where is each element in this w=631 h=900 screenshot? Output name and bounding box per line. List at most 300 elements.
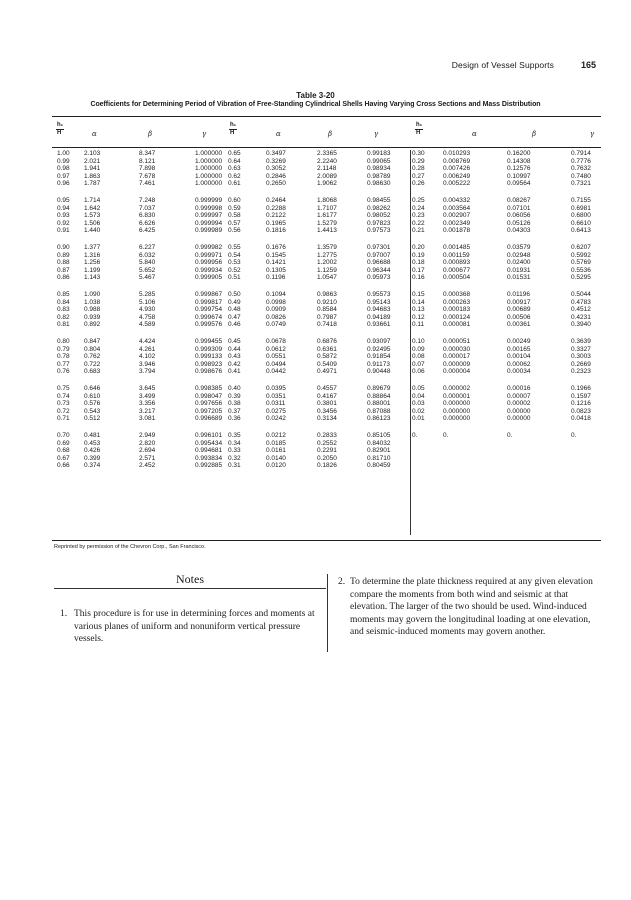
- cell-h-ratio: 0.38: [228, 400, 241, 407]
- cell-alpha: 0.000893: [443, 259, 471, 266]
- cell-h-ratio: 0.07: [412, 360, 425, 368]
- cell-beta: 6.032: [139, 251, 156, 259]
- cell-beta: 0.5872: [317, 353, 337, 360]
- cell-alpha: 0.399: [84, 454, 101, 462]
- cell-alpha: 0.762: [84, 353, 101, 360]
- cell-beta: 0.00062: [507, 360, 531, 368]
- cell-gamma: 0.94683: [367, 306, 391, 313]
- cell-h-ratio: 0.74: [57, 392, 70, 400]
- cell-alpha: 1.377: [84, 244, 101, 251]
- cell-beta: 0.9210: [317, 298, 337, 306]
- cell-alpha: 0.0826: [266, 313, 286, 321]
- cell-beta: 1.1259: [317, 266, 337, 274]
- cell-alpha: 0.000001: [443, 392, 471, 400]
- cell-h-ratio: 0.57: [228, 219, 241, 227]
- cell-h-ratio: 0.16: [412, 274, 425, 281]
- cell-h-ratio: 0.50: [228, 291, 241, 298]
- col-header-gamma-2: γ: [374, 130, 379, 138]
- cell-alpha: 0.374: [84, 462, 101, 469]
- cell-gamma: 0.6800: [571, 212, 591, 219]
- cell-gamma: 0.81710: [367, 454, 391, 462]
- cell-h-ratio: 0.23: [412, 212, 425, 219]
- cell-beta: 0.00506: [507, 313, 531, 321]
- cell-beta: 7.678: [139, 172, 156, 180]
- cell-beta: 5.467: [139, 274, 156, 281]
- cell-alpha: 0.1305: [266, 266, 286, 274]
- cell-gamma: 0.1966: [571, 385, 591, 392]
- table-row: [57, 432, 601, 440]
- cell-gamma: 0.999576: [195, 321, 223, 328]
- cell-beta: 2.694: [139, 447, 156, 454]
- cell-gamma: 0.997656: [195, 400, 223, 407]
- cell-h-ratio: 0.93: [57, 212, 70, 219]
- table-row: [57, 338, 601, 346]
- table-header-rule: [52, 147, 601, 148]
- cell-alpha: 1.090: [84, 291, 101, 298]
- cell-beta: 1.8068: [317, 197, 337, 204]
- table-row: [57, 180, 601, 188]
- cell-alpha: 0.0161: [266, 447, 286, 454]
- cell-alpha: 0.0351: [266, 392, 286, 400]
- cell-beta: 2.820: [139, 439, 156, 447]
- cell-h-ratio: 0.17: [412, 266, 425, 274]
- cell-beta: 0.03579: [507, 244, 531, 251]
- cell-gamma: 0.7914: [571, 150, 591, 157]
- cell-beta: 0.4167: [317, 392, 337, 400]
- cell-gamma: 0.93661: [367, 321, 391, 328]
- cell-h-ratio: 0.15: [412, 291, 425, 298]
- cell-alpha: 0.000504: [443, 274, 471, 281]
- cell-beta: 0.8584: [317, 306, 337, 313]
- cell-alpha: 0.988: [84, 306, 101, 313]
- cell-h-ratio: 0.63: [228, 165, 241, 172]
- table-row: [57, 400, 601, 408]
- cell-h-ratio: 0.30: [412, 150, 425, 157]
- cell-beta: 0.3801: [317, 400, 337, 407]
- cell-beta: 0.07101: [507, 204, 531, 212]
- cell-gamma: 1.000000: [195, 157, 223, 165]
- table-row: [57, 220, 601, 228]
- cell-beta: 0.00917: [507, 298, 531, 306]
- col-header-h-ratio-3: $\frac{\text{h₁}}{H}$: [416, 122, 423, 136]
- cell-h-ratio: 0.11: [412, 321, 425, 328]
- cell-alpha: 0.0275: [266, 407, 286, 415]
- cell-gamma: 0.999997: [195, 212, 223, 219]
- cell-gamma: 0.98789: [367, 172, 391, 180]
- cell-h-ratio: 0.09: [412, 345, 425, 353]
- cell-gamma: 0.96688: [367, 259, 391, 266]
- running-title: Design of Vessel Supports: [451, 60, 554, 70]
- cell-h-ratio: 0.49: [228, 298, 241, 306]
- cell-alpha: 1.256: [84, 259, 101, 266]
- cell-h-ratio: 0.19: [412, 251, 425, 259]
- cell-gamma: 0.3327: [571, 345, 591, 353]
- cell-gamma: 0.4231: [571, 313, 591, 321]
- cell-gamma: 0.6207: [571, 244, 591, 251]
- col-header-gamma-1: γ: [202, 130, 207, 138]
- note-item-2: 2. To determine the plate thickness required at any given elevation compare the moments from both wind and seismic at that elevation. The larger of the two should be used. Wind-induced moments may govern the longitudinal loading at one elevation, and seismic-induced moments may govern another.: [338, 577, 593, 637]
- cell-alpha: 0.1965: [266, 219, 286, 227]
- cell-beta: 7.037: [139, 204, 156, 212]
- cell-h-ratio: 0.67: [57, 454, 70, 462]
- table-row: [57, 306, 601, 314]
- cell-beta: 5.652: [139, 266, 156, 274]
- cell-gamma: 0.995434: [195, 439, 223, 447]
- cell-alpha: 0.1094: [266, 291, 286, 298]
- cell-beta: 0.2552: [317, 439, 337, 447]
- cell-alpha: 0.0212: [266, 432, 286, 439]
- cell-alpha: 0.0494: [266, 360, 286, 368]
- cell-beta: 6.425: [139, 227, 156, 234]
- cell-alpha: 1.506: [84, 219, 101, 227]
- cell-alpha: 0.0140: [266, 454, 286, 462]
- cell-gamma: 0.85105: [367, 432, 391, 439]
- cell-gamma: 0.998047: [195, 392, 223, 400]
- cell-beta: 2.949: [139, 432, 156, 439]
- cell-gamma: 0.90448: [367, 368, 391, 375]
- cell-gamma: 0.999905: [195, 274, 223, 281]
- cell-h-ratio: 0.85: [57, 291, 70, 298]
- cell-gamma: 0.1597: [571, 392, 591, 400]
- cell-gamma: 0.2323: [571, 368, 591, 375]
- cell-h-ratio: 0.91: [57, 227, 70, 234]
- table-row: [57, 173, 601, 181]
- cell-alpha: 0.804: [84, 345, 101, 353]
- cell-h-ratio: 0.54: [228, 251, 241, 259]
- cell-alpha: 0.0909: [266, 306, 286, 313]
- table-row-group: [57, 291, 601, 329]
- table-row: [57, 165, 601, 173]
- cell-gamma: 0.91854: [367, 353, 391, 360]
- table-row: [57, 462, 601, 470]
- cell-h-ratio: 0.04: [412, 392, 425, 400]
- cell-gamma: 0.994681: [195, 447, 223, 454]
- cell-beta: 8.347: [139, 150, 156, 157]
- cell-h-ratio: 0.83: [57, 306, 70, 313]
- cell-alpha: 0.000183: [443, 306, 471, 313]
- table-top-rule: [52, 116, 601, 117]
- cell-h-ratio: 0.95: [57, 197, 70, 204]
- col-header-beta-1: β: [148, 130, 153, 138]
- cell-h-ratio: 0.86: [57, 274, 70, 281]
- table-row: [57, 393, 601, 401]
- cell-alpha: 0.010293: [443, 150, 471, 157]
- cell-gamma: 0.98630: [367, 180, 391, 187]
- cell-beta: 2.3365: [317, 150, 337, 157]
- cell-alpha: 0.000677: [443, 266, 471, 274]
- cell-beta: 1.0547: [317, 274, 337, 281]
- cell-alpha: 0.000124: [443, 313, 471, 321]
- cell-beta: 7.461: [139, 180, 156, 187]
- table-row: [57, 291, 601, 299]
- coefficient-table: [57, 150, 601, 479]
- cell-h-ratio: 0.12: [412, 313, 425, 321]
- cell-h-ratio: 0.65: [228, 150, 241, 157]
- cell-gamma: 0.0418: [571, 415, 591, 422]
- cell-h-ratio: 0.37: [228, 407, 241, 415]
- cell-beta: 5.106: [139, 298, 156, 306]
- cell-beta: 1.3579: [317, 244, 337, 251]
- cell-h-ratio: 0.46: [228, 321, 241, 328]
- cell-h-ratio: 0.73: [57, 400, 70, 407]
- cell-alpha: 0.0998: [266, 298, 286, 306]
- cell-h-ratio: 0.01: [412, 415, 425, 422]
- cell-h-ratio: 0.39: [228, 392, 241, 400]
- table-row-group: [57, 385, 601, 423]
- cell-beta: 7.898: [139, 165, 156, 172]
- cell-beta: 2.571: [139, 454, 156, 462]
- cell-gamma: 0.86123: [367, 415, 391, 422]
- cell-h-ratio: 0.68: [57, 447, 70, 454]
- cell-gamma: 0.3003: [571, 353, 591, 360]
- cell-alpha: 0.000368: [443, 291, 471, 298]
- cell-gamma: 0.95143: [367, 298, 391, 306]
- cell-beta: 1.2002: [317, 259, 337, 266]
- cell-gamma: 0.999994: [195, 219, 223, 227]
- cell-beta: 0.00249: [507, 338, 531, 345]
- cell-h-ratio: 0.77: [57, 360, 70, 368]
- cell-h-ratio: 0.60: [228, 197, 241, 204]
- cell-h-ratio: 0.: [412, 432, 418, 439]
- cell-gamma: 0.999674: [195, 313, 223, 321]
- cell-h-ratio: 0.72: [57, 407, 70, 415]
- cell-beta: 0.12576: [507, 165, 531, 172]
- cell-h-ratio: 0.34: [228, 439, 241, 447]
- table-row-group: [57, 150, 601, 188]
- cell-beta: 2.1148: [317, 165, 337, 172]
- cell-gamma: 0.: [571, 432, 577, 439]
- cell-alpha: 1.787: [84, 180, 101, 187]
- cell-h-ratio: 0.10: [412, 338, 425, 345]
- cell-alpha: 0.0185: [266, 439, 286, 447]
- notes-rule: [54, 588, 326, 589]
- cell-h-ratio: 0.31: [228, 462, 241, 469]
- cell-gamma: 0.98052: [367, 212, 391, 219]
- table-row-group: [57, 432, 601, 470]
- table-row: [57, 227, 601, 235]
- notes-divider: [327, 574, 328, 652]
- cell-gamma: 0.4783: [571, 298, 591, 306]
- cell-beta: 0.06056: [507, 212, 531, 219]
- cell-h-ratio: 0.51: [228, 274, 241, 281]
- cell-gamma: 0.999989: [195, 227, 223, 234]
- cell-alpha: 0.847: [84, 338, 101, 345]
- cell-gamma: 0.7632: [571, 165, 591, 172]
- cell-beta: 0.14308: [507, 157, 531, 165]
- cell-beta: 4.424: [139, 338, 156, 345]
- notes-heading: Notes: [176, 572, 204, 586]
- cell-alpha: 0.892: [84, 321, 101, 328]
- cell-alpha: 1.642: [84, 204, 101, 212]
- cell-h-ratio: 0.47: [228, 313, 241, 321]
- col-header-beta-2: β: [328, 130, 333, 138]
- note-item-1: 1. This procedure is for use in determining forces and moments at various planes of uniform and nonuniform vertical pressure vessels.: [60, 609, 315, 644]
- cell-beta: 5.285: [139, 291, 156, 298]
- cell-beta: 0.7987: [317, 313, 337, 321]
- cell-h-ratio: 0.56: [228, 227, 241, 234]
- cell-gamma: 0.5769: [571, 259, 591, 266]
- cell-alpha: 1.714: [84, 197, 101, 204]
- cell-gamma: 0.999133: [195, 353, 223, 360]
- cell-beta: 0.5409: [317, 360, 337, 368]
- cell-beta: 0.00034: [507, 368, 531, 375]
- table-row: [57, 440, 601, 448]
- table-row: [57, 447, 601, 455]
- cell-beta: 0.3134: [317, 415, 337, 422]
- table-row: [57, 299, 601, 307]
- cell-alpha: 0.646: [84, 385, 101, 392]
- cell-beta: 0.01196: [507, 291, 531, 298]
- cell-h-ratio: 0.33: [228, 447, 241, 454]
- cell-beta: 0.6876: [317, 338, 337, 345]
- table-row: [57, 415, 601, 423]
- cell-gamma: 0.98455: [367, 197, 391, 204]
- cell-gamma: 0.93097: [367, 338, 391, 345]
- cell-alpha: 0.000263: [443, 298, 471, 306]
- cell-h-ratio: 0.27: [412, 172, 425, 180]
- cell-alpha: 0.000030: [443, 345, 471, 353]
- cell-beta: 6.227: [139, 244, 156, 251]
- cell-alpha: 0.000000: [443, 415, 471, 422]
- cell-beta: 2.0089: [317, 172, 337, 180]
- cell-gamma: 0.999455: [195, 338, 223, 345]
- cell-beta: 4.930: [139, 306, 156, 313]
- cell-h-ratio: 0.03: [412, 400, 425, 407]
- cell-gamma: 0.4512: [571, 306, 591, 313]
- cell-gamma: 0.999817: [195, 298, 223, 306]
- cell-beta: 4.261: [139, 345, 156, 353]
- cell-alpha: 0.3497: [266, 150, 286, 157]
- table-row: [57, 252, 601, 260]
- cell-h-ratio: 0.62: [228, 172, 241, 180]
- cell-gamma: 0.91173: [367, 360, 391, 368]
- cell-gamma: 0.999934: [195, 266, 223, 274]
- cell-h-ratio: 0.78: [57, 353, 70, 360]
- cell-alpha: 0.004332: [443, 197, 471, 204]
- cell-beta: 8.121: [139, 157, 156, 165]
- cell-h-ratio: 0.48: [228, 306, 241, 313]
- cell-beta: 0.4557: [317, 385, 337, 392]
- cell-h-ratio: 0.92: [57, 219, 70, 227]
- cell-beta: 3.946: [139, 360, 156, 368]
- cell-gamma: 0.993834: [195, 454, 223, 462]
- cell-alpha: 0.453: [84, 439, 101, 447]
- cell-beta: 0.04303: [507, 227, 531, 234]
- cell-beta: 0.10997: [507, 172, 531, 180]
- cell-alpha: 0.3052: [266, 165, 286, 172]
- cell-beta: 0.01931: [507, 266, 531, 274]
- cell-gamma: 0.6610: [571, 219, 591, 227]
- cell-alpha: 0.481: [84, 432, 101, 439]
- cell-beta: 0.00000: [507, 415, 531, 422]
- cell-beta: 0.7418: [317, 321, 337, 328]
- cell-alpha: 0.: [443, 432, 449, 439]
- cell-alpha: 0.1816: [266, 227, 286, 234]
- cell-beta: 3.356: [139, 400, 156, 407]
- cell-beta: 0.2833: [317, 432, 337, 439]
- cell-h-ratio: 0.28: [412, 165, 425, 172]
- cell-h-ratio: 1.00: [57, 150, 70, 157]
- cell-beta: 0.05126: [507, 219, 531, 227]
- cell-alpha: 0.1421: [266, 259, 286, 266]
- cell-h-ratio: 0.55: [228, 244, 241, 251]
- cell-beta: 0.09564: [507, 180, 531, 187]
- cell-beta: 3.217: [139, 407, 156, 415]
- cell-h-ratio: 0.36: [228, 415, 241, 422]
- table-row: [57, 321, 601, 329]
- cell-h-ratio: 0.79: [57, 345, 70, 353]
- cell-gamma: 0.84032: [367, 439, 391, 447]
- cell-alpha: 1.038: [84, 298, 101, 306]
- table-row: [57, 158, 601, 166]
- cell-h-ratio: 0.81: [57, 321, 70, 328]
- cell-beta: 6.830: [139, 212, 156, 219]
- cell-gamma: 0.998385: [195, 385, 223, 392]
- cell-beta: 4.758: [139, 313, 156, 321]
- table-row-group: [57, 197, 601, 235]
- cell-alpha: 0.0120: [266, 462, 286, 469]
- cell-h-ratio: 0.61: [228, 180, 241, 187]
- cell-gamma: 0.992885: [195, 462, 223, 469]
- cell-h-ratio: 0.89: [57, 251, 70, 259]
- cell-h-ratio: 0.18: [412, 259, 425, 266]
- cell-alpha: 0.0551: [266, 353, 286, 360]
- cell-alpha: 0.0749: [266, 321, 286, 328]
- cell-gamma: 0.999956: [195, 259, 223, 266]
- table-row-group: [57, 338, 601, 376]
- table-row-group: [57, 244, 601, 282]
- cell-beta: 0.00104: [507, 353, 531, 360]
- col-header-alpha-3: α: [472, 130, 477, 138]
- cell-h-ratio: 0.26: [412, 180, 425, 187]
- cell-beta: 1.7107: [317, 204, 337, 212]
- cell-h-ratio: 0.25: [412, 197, 425, 204]
- cell-alpha: 0.000009: [443, 360, 471, 368]
- cell-beta: 0.3456: [317, 407, 337, 415]
- cell-beta: 0.00016: [507, 385, 531, 392]
- table-number: Table 3-20: [296, 91, 335, 100]
- cell-alpha: 0.0612: [266, 345, 286, 353]
- cell-alpha: 0.722: [84, 360, 101, 368]
- cell-h-ratio: 0.87: [57, 266, 70, 274]
- cell-beta: 0.2291: [317, 447, 337, 454]
- cell-gamma: 0.97573: [367, 227, 391, 234]
- cell-alpha: 0.003564: [443, 204, 471, 212]
- col-header-h-ratio-1: $\frac{\text{h₁}}{H}$: [57, 122, 64, 136]
- cell-alpha: 0.000002: [443, 385, 471, 392]
- cell-beta: 0.01531: [507, 274, 531, 281]
- cell-beta: 3.794: [139, 368, 156, 375]
- cell-h-ratio: 0.71: [57, 415, 70, 422]
- cell-h-ratio: 0.14: [412, 298, 425, 306]
- table-row: [57, 455, 601, 463]
- cell-gamma: 0.80459: [367, 462, 391, 469]
- cell-h-ratio: 0.94: [57, 204, 70, 212]
- cell-beta: 3.499: [139, 392, 156, 400]
- cell-gamma: 0.95973: [367, 274, 391, 281]
- cell-gamma: 0.0823: [571, 407, 591, 415]
- cell-h-ratio: 0.69: [57, 439, 70, 447]
- cell-alpha: 0.001878: [443, 227, 471, 234]
- cell-h-ratio: 0.22: [412, 219, 425, 227]
- cell-alpha: 0.0311: [266, 400, 286, 407]
- cell-h-ratio: 0.29: [412, 157, 425, 165]
- cell-alpha: 2.021: [84, 157, 101, 165]
- cell-beta: 0.00000: [507, 407, 531, 415]
- cell-alpha: 0.002907: [443, 212, 471, 219]
- cell-beta: 6.626: [139, 219, 156, 227]
- cell-gamma: 0.82901: [367, 447, 391, 454]
